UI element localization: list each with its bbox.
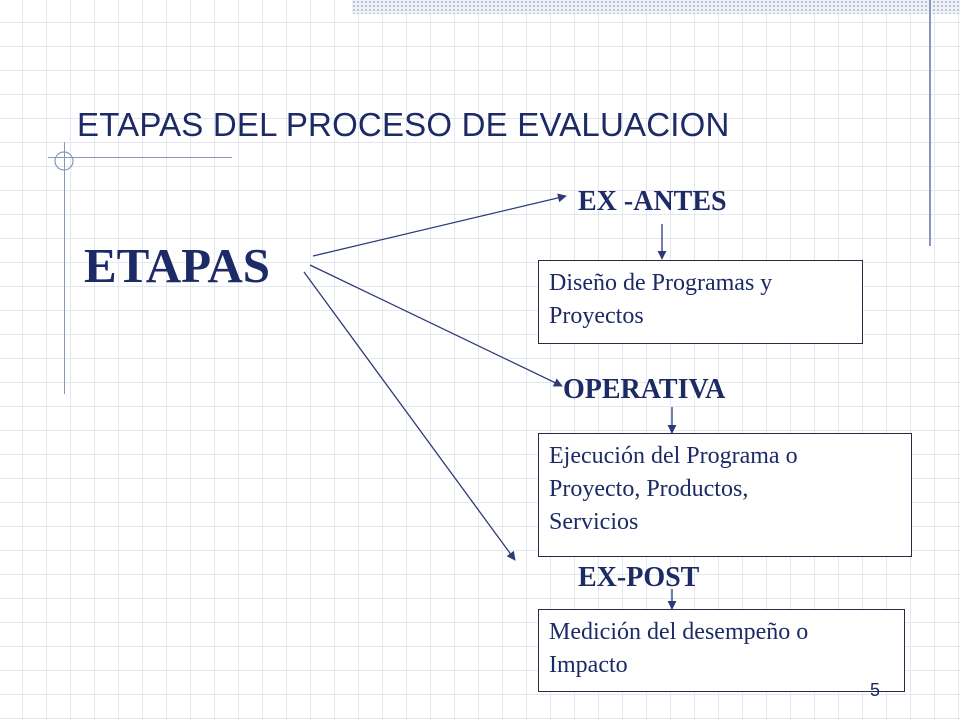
arrow-to-ex-post [304,272,515,560]
stage-box-line: Proyecto, Productos, [549,476,749,502]
page-number: 5 [870,680,881,700]
stage-label-ex-post: EX-POST [578,562,700,593]
stage-box-line: Medición del desempeño o [549,619,809,645]
stage-box-line: Servicios [549,509,639,535]
source-label: ETAPAS [84,238,271,293]
stage-box-line: Proyectos [549,303,644,329]
stage-box-line: Ejecución del Programa o [549,443,798,469]
slide-title: ETAPAS DEL PROCESO DE EVALUACION [77,106,730,143]
stage-label-operativa: OPERATIVA [563,374,726,405]
stage-box-operativa [538,433,912,557]
arrow-to-operativa [310,265,562,386]
arrow-to-ex-antes [313,196,566,256]
stage-box-ex-post [538,609,905,692]
stage-box-line: Diseño de Programas y [549,270,773,296]
stage-box-ex-antes [538,260,863,344]
stage-label-ex-antes: EX -ANTES [578,186,727,217]
stage-box-line: Impacto [549,652,628,678]
